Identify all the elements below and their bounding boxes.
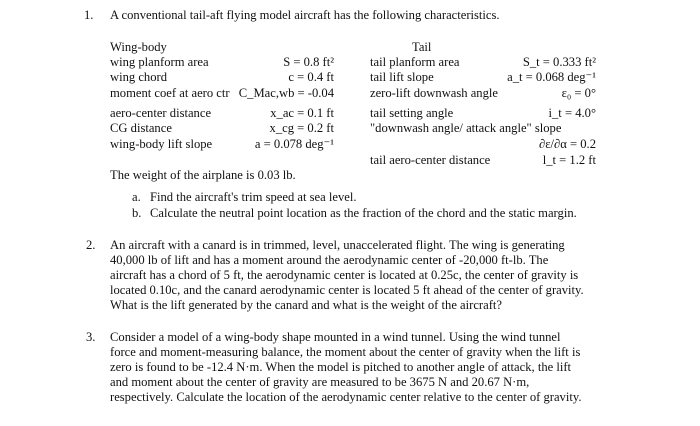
- problem-3-line-2: force and moment-measuring balance, the moment about the center of gravity when the lift is: [110, 345, 581, 359]
- wing-body-heading: Wing-body: [110, 40, 167, 54]
- problem-2-line-1: An aircraft with a canard is in trimmed, level, unaccelerated flight. The wing is generating: [110, 238, 565, 252]
- tail-value-downwash: ε₀ = 0°: [561, 86, 596, 100]
- problem-1-intro: A conventional tail-aft flying model aircraft has the following characteristics.: [110, 8, 500, 22]
- wb-label-cg: CG distance: [110, 121, 172, 135]
- problem-3-number: 3.: [86, 330, 96, 344]
- wb-label-aero-center: aero-center distance: [110, 106, 212, 120]
- tail-label-setting: tail setting angle: [370, 106, 454, 120]
- wb-value-moment-coef: C_Mac,wb = -0.04: [238, 86, 334, 100]
- tail-value-setting: i_t = 4.0°: [548, 106, 596, 120]
- wb-value-chord: c = 0.4 ft: [288, 70, 334, 84]
- tail-label-lift-slope: tail lift slope: [370, 70, 434, 84]
- part-a-marker: a.: [132, 190, 141, 204]
- problem-3-line-5: respectively. Calculate the location of the aerodynamic center relative to the center of gravity.: [110, 390, 582, 404]
- problem-2-line-2: 40,000 lb of lift and has a moment around the aerodynamic center of -20,000 ft-lb. The: [110, 253, 549, 267]
- wb-value-cg: x_cg = 0.2 ft: [269, 121, 334, 135]
- tail-value-planform: S_t = 0.333 ft²: [522, 55, 596, 69]
- wb-value-aero-center: x_ac = 0.1 ft: [270, 106, 334, 120]
- tail-value-downwash-slope: ∂ε/∂α = 0.2: [539, 137, 596, 151]
- problem-2-line-3: aircraft has a chord of 5 ft, the aerodynamic center is located at 0.25c, the center of gravity is: [110, 268, 579, 282]
- problem-2-number: 2.: [86, 238, 96, 252]
- part-b-text: Calculate the neutral point location as the fraction of the chord and the static margin.: [150, 206, 577, 220]
- problem-1-number: 1.: [84, 8, 94, 22]
- problem-2-line-4: located 0.10c, and the canard aerodynamic center is located 5 ft ahead of the center of gravity.: [110, 283, 584, 297]
- tail-value-aero-center: l_t = 1.2 ft: [542, 153, 596, 167]
- wb-label-moment-coef: moment coef at aero ctr: [110, 86, 230, 100]
- wb-label-lift-slope: wing-body lift slope: [110, 137, 213, 151]
- problem-3-line-1: Consider a model of a wing-body shape mounted in a wind tunnel. Using the wind tunnel: [110, 330, 561, 344]
- tail-label-downwash: zero-lift downwash angle: [370, 86, 498, 100]
- wb-value-lift-slope: a = 0.078 deg⁻¹: [254, 137, 334, 151]
- tail-heading: Tail: [412, 40, 432, 54]
- tail-label-planform: tail planform area: [370, 55, 460, 69]
- wb-label-planform: wing planform area: [110, 55, 209, 69]
- wb-label-chord: wing chord: [110, 70, 168, 84]
- problem-2-line-5: What is the lift generated by the canard and what is the weight of the aircraft?: [110, 298, 502, 312]
- tail-value-lift-slope: a_t = 0.068 deg⁻¹: [507, 70, 596, 84]
- part-b-marker: b.: [132, 206, 142, 220]
- wb-value-planform: S = 0.8 ft²: [283, 55, 334, 69]
- weight-statement: The weight of the airplane is 0.03 lb.: [110, 168, 296, 182]
- problem-3-line-4: and moment about the center of gravity are measured to be 3675 N and 20.67 N·m,: [110, 375, 530, 389]
- tail-label-downwash-slope: "downwash angle/ attack angle" slope: [370, 121, 562, 135]
- part-a-text: Find the aircraft's trim speed at sea level.: [150, 190, 357, 204]
- tail-label-aero-center: tail aero-center distance: [370, 153, 491, 167]
- problem-3-line-3: zero is found to be -12.4 N·m. When the model is pitched to another angle of attack, the lift: [110, 360, 572, 374]
